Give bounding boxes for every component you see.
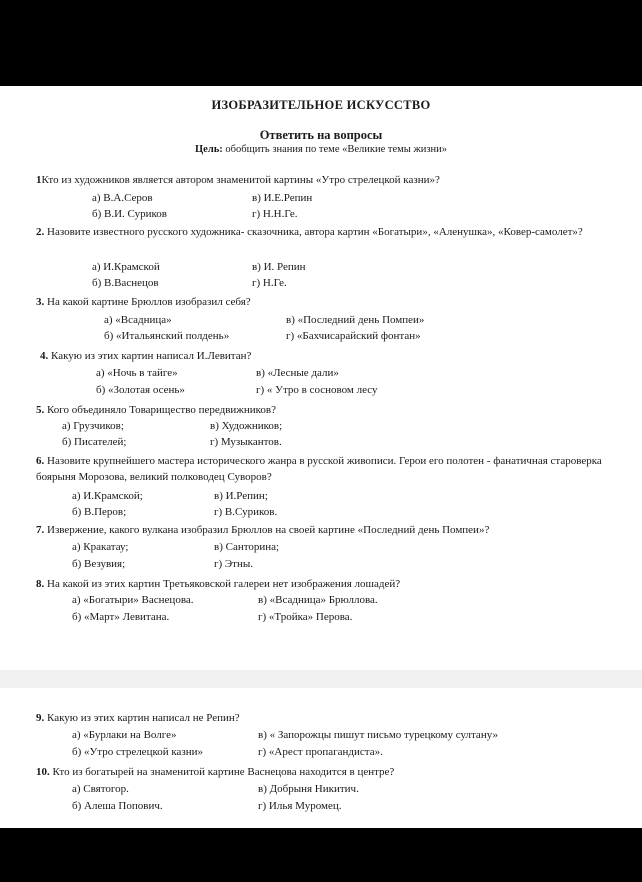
goal-label: Цель: xyxy=(195,144,223,155)
worksheet-page-2 xyxy=(0,688,642,828)
question-4 xyxy=(40,348,251,364)
answer-option: г) Н.Ге. xyxy=(252,277,287,289)
answer-option: а) И.Крамской xyxy=(92,261,160,273)
goal-line xyxy=(0,144,642,155)
answer-option: в) Художников; xyxy=(210,420,283,432)
answer-option: а) «Всадница» xyxy=(104,314,172,326)
question-3 xyxy=(36,294,251,310)
answer-option: г) Н.Н.Ге. xyxy=(252,208,298,220)
answer-option: в) Добрыня Никитич. xyxy=(258,783,359,795)
answer-option: г) Этны. xyxy=(214,558,254,570)
question-number: 6. xyxy=(36,455,45,467)
question-number: 5. xyxy=(36,404,45,416)
question-5 xyxy=(36,402,276,418)
answer-option: а) Святогор. xyxy=(72,783,129,795)
answer-option: б) «Итальянский полдень» xyxy=(104,330,230,342)
question-text: Кто из художников является автором знаменитой картины «Утро стрелецкой казни»? xyxy=(41,174,440,186)
answer-option: а) Кракатау; xyxy=(72,541,129,553)
answer-option: в) И.Е.Репин xyxy=(252,192,313,204)
answer-option: б) В.И. Суриков xyxy=(92,208,167,220)
answer-option: б) «Утро стрелецкой казни» xyxy=(72,746,204,758)
answer-option: б) Везувия; xyxy=(72,558,126,570)
answer-option: г) Музыкантов. xyxy=(210,436,282,448)
question-number: 3. xyxy=(36,296,45,308)
answer-option: г) В.Суриков. xyxy=(214,506,278,518)
answer-option: а) «Ночь в тайге» xyxy=(96,367,178,379)
worksheet-page-1 xyxy=(0,86,642,670)
question-text: На какой из этих картин Третьяковской галереи нет изображения лошадей? xyxy=(47,578,401,590)
question-text: Кто из богатырей на знаменитой картине Васнецова находится в центре? xyxy=(52,766,395,778)
question-text: Назовите известного русского художника- сказочника, автора картин «Богатыри», «Аленушка», «Ковер-самолет»? xyxy=(47,226,583,238)
question-text: На какой картине Брюллов изобразил себя? xyxy=(47,296,251,308)
question-text: Какую из этих картин написал И.Левитан? xyxy=(51,350,252,362)
answer-option: г) «Тройка» Перова. xyxy=(258,611,353,623)
answer-option: в) «Последний день Помпеи» xyxy=(286,314,425,326)
answer-option: г) « Утро в сосновом лесу xyxy=(256,384,378,396)
question-number: 10. xyxy=(36,766,50,778)
answer-option: а) «Богатыри» Васнецова. xyxy=(72,594,194,606)
answer-option: а) «Бурлаки на Волге» xyxy=(72,729,177,741)
answer-option: а) Грузчиков; xyxy=(62,420,124,432)
question-2 xyxy=(36,224,611,240)
answer-option: г) «Бахчисарайский фонтан» xyxy=(286,330,421,342)
answer-option: в) «Всадница» Брюллова. xyxy=(258,594,378,606)
goal-text: обобщить знания по теме «Великие темы жизни» xyxy=(225,144,447,155)
answer-option: б) «Золотая осень» xyxy=(96,384,185,396)
page-subtitle: Ответить на вопросы xyxy=(259,128,383,142)
question-7 xyxy=(36,522,489,538)
question-number: 4. xyxy=(40,350,49,362)
answer-option: в) Санторина; xyxy=(214,541,280,553)
answer-option: а) И.Крамской; xyxy=(72,490,143,502)
question-text: Назовите крупнейшего мастера исторического жанра в русской живописи. Герои его полотен - фанатичная староверка боярыня Морозова, великий полководец Суворов? xyxy=(36,455,602,483)
question-10 xyxy=(36,764,394,780)
question-text: Извержение, какого вулкана изобразил Брюллов на своей картине «Последний день Помпеи»? xyxy=(47,524,490,536)
answer-option: в) И.Репин; xyxy=(214,490,268,502)
question-number: 7. xyxy=(36,524,45,536)
question-6 xyxy=(36,453,611,485)
question-number: 2. xyxy=(36,226,45,238)
question-text: Какую из этих картин написал не Репин? xyxy=(47,712,240,724)
question-number: 1 xyxy=(36,174,42,186)
answer-option: г) «Арест пропагандиста». xyxy=(258,746,383,758)
answer-option: б) Алеша Попович. xyxy=(72,800,163,812)
answer-option: б) Писателей; xyxy=(62,436,127,448)
answer-option: в) « Запорожцы пишут письмо турецкому султану» xyxy=(258,729,498,741)
answer-option: б) «Март» Левитана. xyxy=(72,611,170,623)
question-number: 9. xyxy=(36,712,45,724)
answer-option: в) И. Репин xyxy=(252,261,306,273)
question-9 xyxy=(36,710,240,726)
answer-option: в) «Лесные дали» xyxy=(256,367,339,379)
answer-option: б) В.Васнецов xyxy=(92,277,159,289)
question-1 xyxy=(36,172,440,188)
answer-option: б) В.Перов; xyxy=(72,506,127,518)
question-number: 8. xyxy=(36,578,45,590)
question-8 xyxy=(36,576,400,592)
answer-option: а) В.А.Серов xyxy=(92,192,153,204)
page-title: ИЗОБРАЗИТЕЛЬНОЕ ИСКУССТВО xyxy=(211,98,431,112)
answer-option: г) Илья Муромец. xyxy=(258,800,342,812)
question-text: Кого объединяло Товарищество передвижников? xyxy=(47,404,277,416)
page-gap xyxy=(0,670,642,688)
